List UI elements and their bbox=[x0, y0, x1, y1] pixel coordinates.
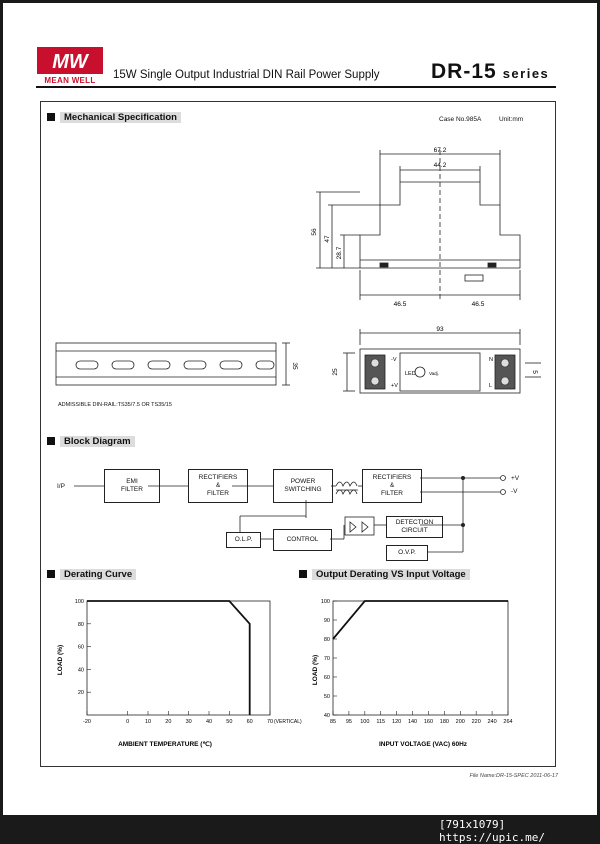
xtick-label: 120 bbox=[392, 719, 402, 725]
svg-text:MW: MW bbox=[52, 51, 88, 73]
logo-mark bbox=[37, 47, 103, 74]
xtick-label: 10 bbox=[144, 719, 152, 725]
dim-half-right: 46.5 bbox=[471, 301, 485, 308]
derating-chart bbox=[50, 595, 302, 755]
xtick-extra-label: (VERTICAL) bbox=[274, 719, 302, 725]
ytick-label: 90 bbox=[323, 618, 330, 624]
xtick-label: 40 bbox=[205, 719, 213, 725]
ytick-label: 80 bbox=[323, 637, 330, 643]
olp-block: O.L.P. bbox=[226, 532, 261, 548]
label-led: LED bbox=[405, 371, 416, 377]
input-derating-ylabel: LOAD (%) bbox=[312, 654, 319, 686]
label-n-terminal: N bbox=[489, 357, 493, 363]
dim-top-width: 44.2 bbox=[433, 162, 447, 169]
xtick-label: 20 bbox=[165, 719, 172, 725]
ytick-label: 100 bbox=[74, 599, 84, 605]
input-derating-series-line bbox=[333, 601, 508, 639]
input-derating-section-title: Output Derating VS Input Voltage bbox=[299, 568, 470, 581]
ytick-label: 70 bbox=[323, 656, 330, 662]
face-view-drawing bbox=[325, 325, 550, 405]
model-series: series bbox=[502, 66, 550, 81]
xtick-label: 70 bbox=[266, 719, 274, 725]
dim-half-left: 46.5 bbox=[393, 301, 407, 308]
xtick-label: 85 bbox=[329, 719, 337, 725]
ytick-label: 40 bbox=[77, 667, 84, 674]
derating-section-title: Derating Curve bbox=[47, 568, 136, 581]
derating-xlabel: AMBIENT TEMPERATURE (℃) bbox=[118, 741, 212, 748]
label-neg-terminal: -V bbox=[391, 357, 397, 363]
ytick-label: 40 bbox=[323, 713, 330, 719]
din-rail-note: ADMISSIBLE DIN-RAIL:TS35/7.5 OR TS35/15 bbox=[58, 402, 172, 408]
dim-side-height: 25 bbox=[332, 368, 339, 376]
xtick-label: 140 bbox=[407, 719, 418, 725]
control-block: CONTROL bbox=[273, 529, 332, 551]
mean-well-logo bbox=[37, 47, 103, 85]
xtick-label: 60 bbox=[246, 719, 253, 725]
derating-series-line bbox=[87, 601, 250, 715]
xtick-label: 100 bbox=[360, 719, 370, 725]
rectifiers-filter-block-secondary: RECTIFIERS & FILTER bbox=[362, 469, 422, 503]
model-name: DR-15 bbox=[431, 60, 497, 83]
unit-label: Unit:mm bbox=[499, 116, 524, 123]
xtick-label: 240 bbox=[487, 719, 497, 725]
mechanical-section-title: Mechanical Specification bbox=[47, 111, 181, 124]
emi-filter-block: EMI FILTER bbox=[104, 469, 160, 503]
ovp-block: O.V.P. bbox=[386, 545, 428, 561]
xtick-label: 95 bbox=[345, 719, 352, 725]
xtick-label: 0 bbox=[126, 719, 130, 725]
label-pos-terminal: +V bbox=[391, 383, 398, 389]
xtick-label: 30 bbox=[185, 719, 192, 725]
xtick-label: 160 bbox=[423, 719, 434, 725]
dim-total-height: 56 bbox=[311, 228, 318, 236]
dim-side-width: 5 bbox=[531, 370, 538, 374]
power-switching-block: POWER SWITCHING bbox=[273, 469, 333, 503]
ytick-label: 60 bbox=[77, 644, 84, 651]
detection-circuit-block: DETECTION CIRCUIT bbox=[386, 516, 443, 538]
front-view-drawing bbox=[300, 140, 540, 310]
dim-low-height: 28.7 bbox=[336, 246, 343, 260]
file-name-footer: File Name:DR-15-SPEC 2011-06-17 bbox=[469, 773, 558, 779]
model-title bbox=[431, 60, 549, 84]
dim-rail-height: 35 bbox=[291, 362, 298, 370]
ytick-label: 100 bbox=[320, 599, 330, 605]
derating-ylabel: LOAD (%) bbox=[57, 644, 64, 676]
input-derating-chart bbox=[300, 595, 520, 755]
xtick-label: 115 bbox=[376, 719, 386, 725]
header-rule bbox=[36, 86, 556, 88]
logo-text: MEAN WELL bbox=[44, 76, 96, 85]
xtick-label: 200 bbox=[455, 719, 465, 725]
label-l-terminal: L bbox=[489, 383, 493, 389]
xtick-label: 50 bbox=[226, 719, 233, 725]
ytick-label: 80 bbox=[77, 621, 84, 628]
upic-watermark: [791x1079] https://upic.me/ bbox=[439, 818, 545, 844]
block-diagram-section-title: Block Diagram bbox=[47, 435, 135, 448]
output-neg-label: -V bbox=[511, 488, 518, 495]
dim-depth: 93 bbox=[436, 326, 444, 333]
ytick-label: 20 bbox=[77, 690, 84, 697]
xtick-label: -20 bbox=[83, 719, 91, 725]
xtick-label: 180 bbox=[439, 719, 449, 725]
dim-total-width: 67.2 bbox=[433, 147, 447, 154]
dim-mid-height: 47 bbox=[324, 235, 331, 243]
input-derating-xlabel: INPUT VOLTAGE (VAC) 60Hz bbox=[378, 741, 468, 748]
xtick-label: 220 bbox=[471, 719, 481, 725]
product-subtitle: 15W Single Output Industrial DIN Rail Power Supply bbox=[113, 69, 380, 81]
xtick-label: 264 bbox=[503, 719, 513, 725]
ytick-label: 60 bbox=[323, 675, 330, 681]
label-vadj: Vadj. bbox=[429, 371, 439, 376]
case-number: Case No.985A bbox=[439, 116, 482, 123]
input-label: I/P bbox=[57, 483, 65, 490]
din-rail-drawing bbox=[50, 335, 300, 395]
ytick-label: 50 bbox=[323, 694, 330, 700]
rectifiers-filter-block-primary: RECTIFIERS & FILTER bbox=[188, 469, 248, 503]
output-pos-label: +V bbox=[511, 475, 520, 482]
